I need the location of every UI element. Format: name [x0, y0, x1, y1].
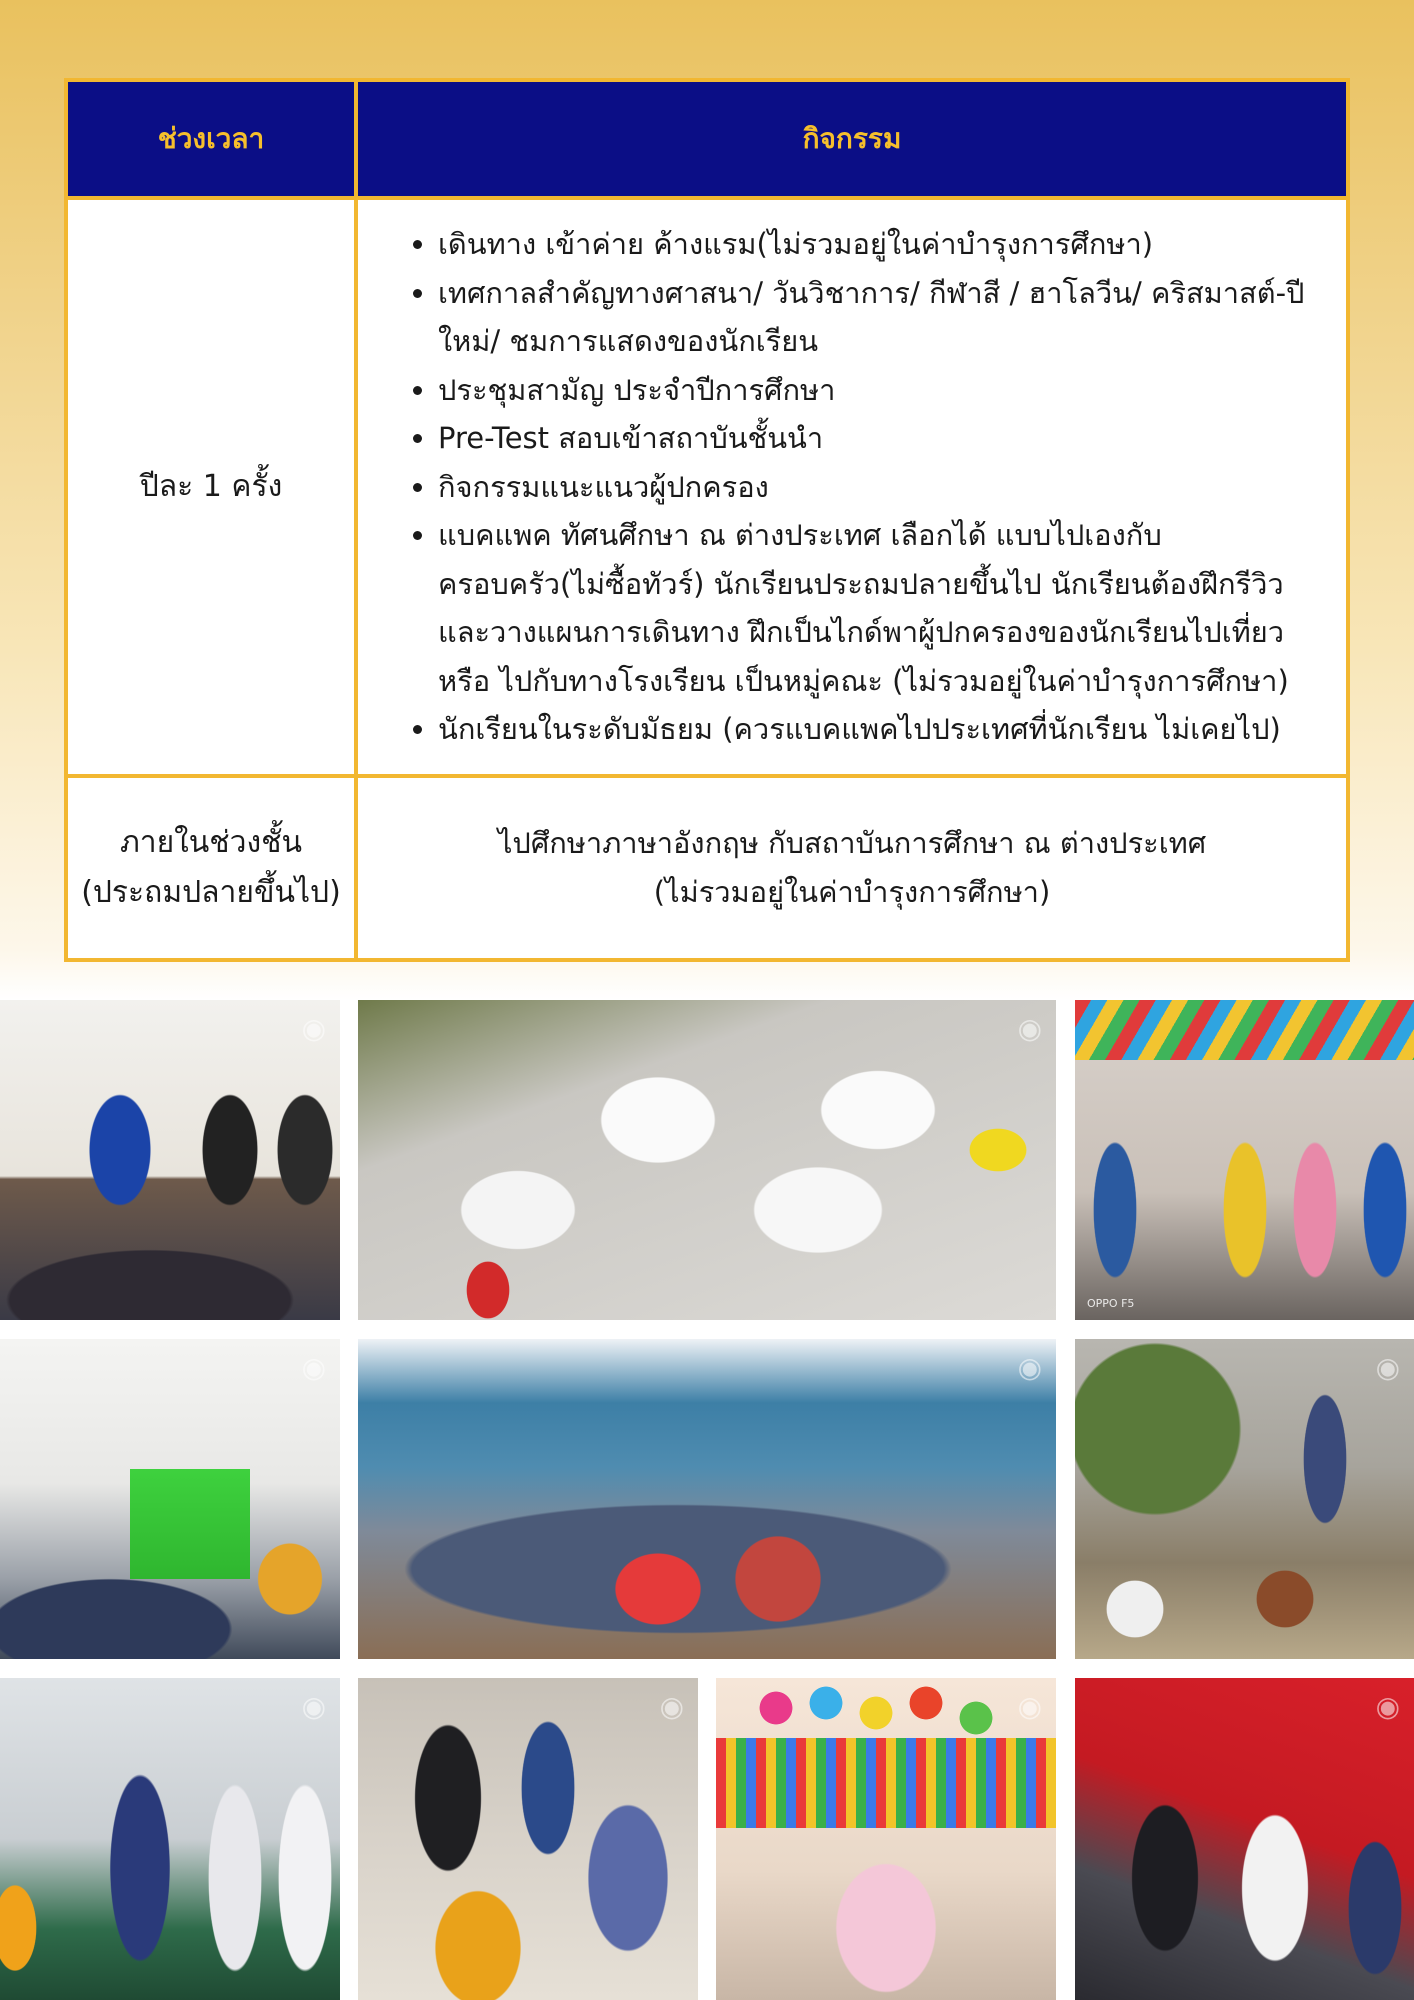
time-line-2: (ประถมปลายขึ้นไป)	[81, 874, 341, 910]
list-item: • ประชุมสามัญ ประจำปีการศึกษา	[438, 366, 1324, 415]
camera-icon: ◉	[1017, 1351, 1042, 1384]
photo-seminar-speakers	[0, 1000, 340, 1320]
list-item: • กิจกรรมแนะแนวผู้ปกครอง	[438, 463, 1324, 512]
activity-cell-yearly	[356, 198, 1348, 776]
table-row	[66, 776, 1348, 960]
photo-songkran-water	[1075, 1000, 1414, 1320]
activity-line-1: ไปศึกษาภาษาอังกฤษ กับสถาบันการศึกษา ณ ต่างประเทศ	[497, 825, 1207, 860]
list-item: • นักเรียนในระดับมัธยม (ควรแบคแพคไปประเทศที่นักเรียน ไม่เคยไป)	[438, 705, 1324, 754]
camera-icon: ◉	[1017, 1690, 1042, 1723]
list-item: • Pre-Test สอบเข้าสถาบันชั้นนำ	[438, 414, 1324, 463]
header-time: ช่วงเวลา	[66, 80, 356, 198]
activity-cell-level	[356, 776, 1348, 960]
list-item: • แบคแพค ทัศนศึกษา ณ ต่างประเทศ เลือกได้ แบบไปเองกับครอบครัว(ไม่ซื้อทัวร์) นักเรียนประถมปลายขึ้นไป นักเรียนต้องฝึกรีวิวและวางแผนการเดินทาง ฝึกเป็นไกด์พาผู้ปกครองของนักเรียนไปเที่ยว หรือ ไปกับทางโรงเรียน เป็นหมู่คณะ (ไม่รวมอยู่ในค่าบำรุงการศึกษา)	[438, 511, 1324, 705]
header-activity: กิจกรรม	[356, 80, 1348, 198]
photo-banquet-tables	[358, 1000, 1056, 1320]
camera-icon: ◉	[1375, 1690, 1400, 1723]
camera-icon: ◉	[1375, 1351, 1400, 1384]
activity-list	[386, 220, 1324, 754]
activity-schedule-table	[64, 78, 1350, 962]
photo-balloon-party	[716, 1678, 1056, 2000]
activity-line-2: (ไม่รวมอยู่ในค่าบำรุงการศึกษา)	[653, 874, 1051, 909]
time-line-1: ภายในช่วงชั้น	[119, 824, 303, 860]
table-header-row	[66, 80, 1348, 198]
list-item: • เดินทาง เข้าค่าย ค้างแรม(ไม่รวมอยู่ในค่าบำรุงการศึกษา)	[438, 220, 1324, 269]
photo-caption: OPPO F5	[1087, 1297, 1135, 1310]
camera-icon: ◉	[301, 1690, 326, 1723]
camera-icon: ◉	[1017, 1012, 1042, 1045]
photo-students-praying	[0, 1678, 340, 2000]
photo-boy-with-roosters	[1075, 1339, 1414, 1659]
list-item: • เทศกาลสำคัญทางศาสนา/ วันวิชาการ/ กีฬาสี / ฮาโลวีน/ คริสมาสต์-ปีใหม่/ ชมการแสดงของนักเรียน	[438, 269, 1324, 366]
photo-christmas-band	[1075, 1678, 1414, 2000]
table-row	[66, 198, 1348, 776]
time-cell-yearly: ปีละ 1 ครั้ง	[66, 198, 356, 776]
camera-icon: ◉	[301, 1351, 326, 1384]
photo-large-hall-meeting	[358, 1339, 1056, 1659]
photo-children-flower-ceremony	[358, 1678, 698, 2000]
camera-icon: ◉	[301, 1012, 326, 1045]
photo-green-screen-classroom	[0, 1339, 340, 1659]
time-cell-level	[66, 776, 356, 960]
camera-icon: ◉	[659, 1690, 684, 1723]
